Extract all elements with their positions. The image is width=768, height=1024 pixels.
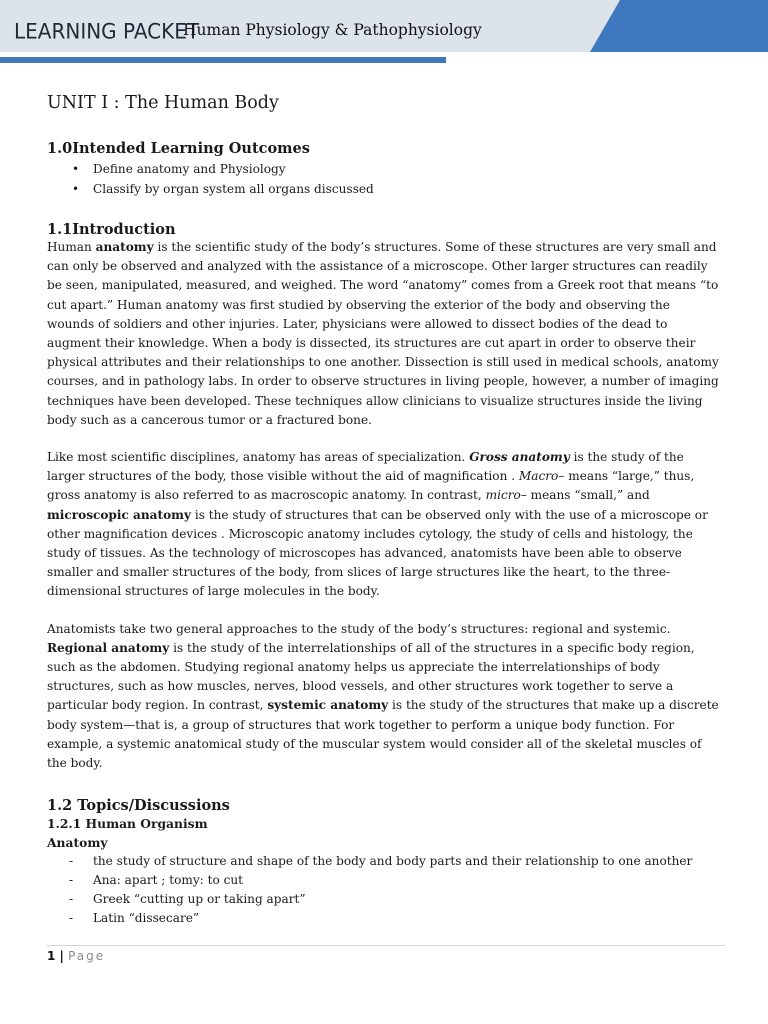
outcomes-list xyxy=(47,159,719,199)
list-item: - the study of structure and shape of the body and body parts and their relationship to one another xyxy=(47,852,719,871)
page-number: 1 xyxy=(47,949,56,963)
list-item: - Greek “cutting up or taking apart” xyxy=(47,890,719,909)
term-anatomy: anatomy xyxy=(95,240,154,254)
introduction-heading: 1.1Introduction xyxy=(47,221,176,238)
term-gross-anatomy: Gross anatomy xyxy=(469,450,570,465)
text: Human xyxy=(47,240,96,254)
term-regional-anatomy: Regional anatomy xyxy=(47,640,170,655)
course-title: Human Physiology & Pathophysiology xyxy=(183,21,482,39)
page-footer xyxy=(47,949,105,963)
text: is the study of the structures that make up a discrete body system—that is, a group of structures that work together to perform a unique body function. For example, a systemic anatomical study of the muscular system would consider all of the skeletal muscles of the body. xyxy=(47,698,719,771)
term-micro: micro xyxy=(485,488,521,503)
header-underline xyxy=(0,57,446,63)
list-item: - Latin “dissecare” xyxy=(47,909,719,928)
text: – means “large,” thus, gross anatomy is also referred to as macroscopic anatomy. In contrast, xyxy=(47,469,695,503)
term-macro: Macro xyxy=(518,469,559,484)
text: Anatomists take two general approaches to the study of the body’s structures: regional and systemic. xyxy=(47,621,671,636)
footer-divider xyxy=(47,945,725,946)
text: is the study of the interrelationships of all of the structures in a specific body region, such as the abdomen. Studying regional anatomy helps us appreciate the interrelationships of body structures, such as how muscles, nerves, blood vessels, and other structures work together to serve a particular body region. In contrast, xyxy=(47,640,695,713)
topic-subheading: 1.2.1 Human Organism xyxy=(47,816,208,832)
unit-title: UNIT I : The Human Body xyxy=(47,93,279,113)
text: is the scientific study of the body’s structures. Some of these structures are very small and can only be observed and analyzed with the assistance of a microscope. Other larger structures can readily be seen, manipulated, measured, and weighed. The word “anatomy” comes from a Greek root that means “to cut apart.” Human anatomy was first studied by observing the exterior of the body and observing the wounds of soldiers and other injuries. Later, physicians were allowed to dissect bodies of the dead to augment their knowledge. When a body is dissected, its structures are cut apart in order to observe their physical attributes and their relationships to one another. Dissection is still used in medical schools, anatomy courses, and in pathology labs. In order to observe structures in living people, however, a number of imaging techniques have been developed. These techniques allow clinicians to visualize structures inside the living body such as a cancerous tumor or a fractured bone. xyxy=(47,240,719,427)
text: is the study of structures that can be observed only with the use of a microscope or other magnification devices . Microscopic anatomy includes cytology, the study of cells and histology, the study of tissues. As the technology of microscopes has advanced, anatomists have been able to observe smaller and smaller structures of the body, from slices of large structures like the heart, to the three-dimensional structures of large molecules in the body. xyxy=(47,507,708,599)
document-body xyxy=(47,93,719,928)
topic-term: Anatomy xyxy=(47,835,108,851)
text: – means “small,” and xyxy=(520,488,650,503)
text: Like most scientific disciplines, anatomy has areas of specialization. xyxy=(47,450,470,465)
term-systemic-anatomy: systemic anatomy xyxy=(267,698,389,713)
list-item: • Classify by organ system all organs discussed xyxy=(47,179,719,199)
anatomy-definition-list xyxy=(47,852,719,928)
header-accent-shape xyxy=(590,0,768,52)
page-label: Page xyxy=(68,949,106,963)
intro-paragraph-3 xyxy=(47,620,719,774)
list-item: - Ana: apart ; tomy: to cut xyxy=(47,871,719,890)
page-header xyxy=(0,0,768,58)
outcomes-heading: 1.0Intended Learning Outcomes xyxy=(47,140,310,157)
footer-separator: | xyxy=(55,949,69,963)
text: is the study of the larger structures of the body, those visible without the aid of magnification . xyxy=(47,450,684,484)
learning-packet-logo: LEARNING PACKET xyxy=(14,18,200,44)
topics-heading: 1.2 Topics/Discussions xyxy=(47,797,230,815)
term-microscopic-anatomy: microscopic anatomy xyxy=(47,507,191,522)
list-item: • Define anatomy and Physiology xyxy=(47,159,719,179)
intro-paragraph-1 xyxy=(47,238,719,430)
intro-paragraph-2 xyxy=(47,448,719,602)
